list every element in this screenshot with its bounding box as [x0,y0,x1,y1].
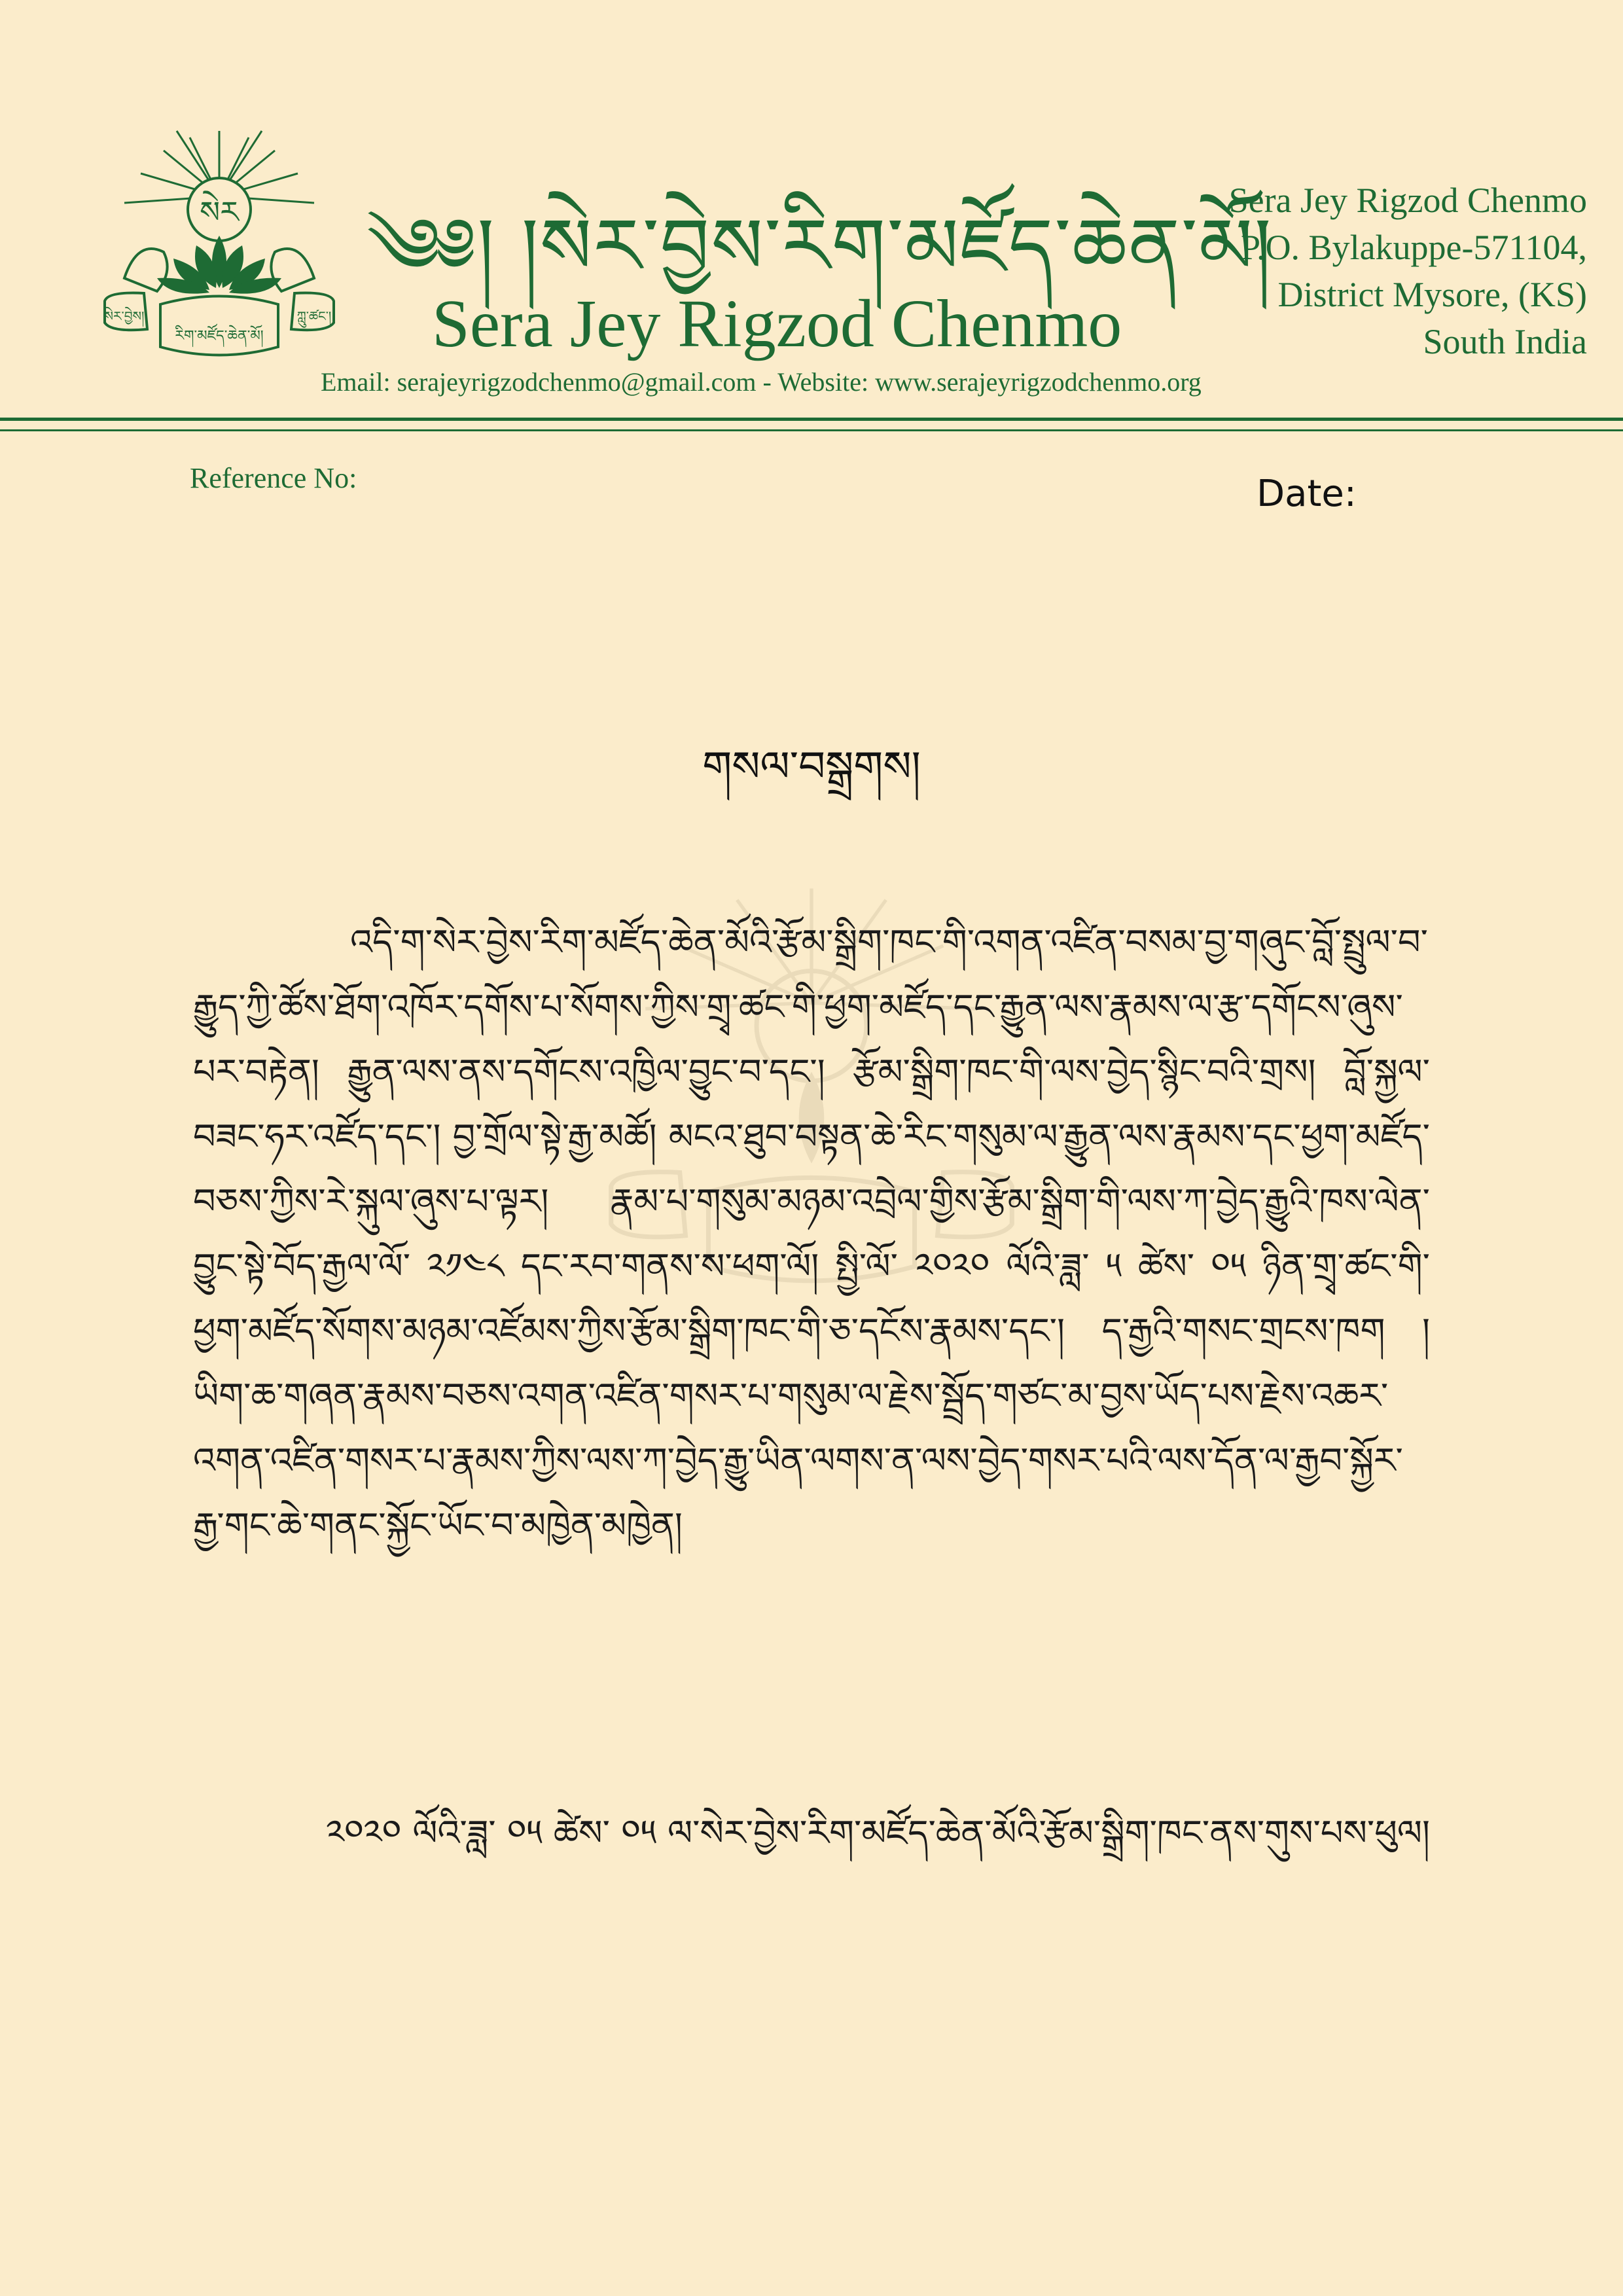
logo-monogram: སེར [200,194,239,230]
tibetan-title: ༄༅། །སེར་བྱེས་རིག་མཛོད་ཆེན་མོ། [366,201,1273,291]
header-divider-thick [0,418,1623,421]
header-divider-thin [0,429,1623,431]
notice-body: འདི་ག་སེར་བྱེས་རིག་མཛོད་ཆེན་མོའི་རྩོམ་སྒྲིག་ཁང་གི་འགན་འཛིན་བསམ་བྱ་གཞུང་བློ་སྤྲུལ་བ་རྒྱུད་ཀྱི་ཚོས་ཐོག་འཁོར་དགོས་པ་སོགས་ཀྱིས་གྲྭ་ཚང་གི་ཕྱག་མཛོད་དང་རྒྱུན་ལས་རྣམས་ལ་རྩ་དགོངས་ཞུས་པར་བརྟེན། རྒྱུན་ལས་ནས་དགོངས་འཁྱིལ་བྱུང་བ་དང་། རྩོམ་སྒྲིག་ཁང་གི་ལས་བྱེད་སྙིང་བའི་གྲས། བློ་སྐྱལ་བཟང་ཧར་འཛོད་དང་། བྱ་གྲོལ་སྟེ་རྒྱ་མཚོ། མངའ་ཐུབ་བསྟན་ཆེ་རིང་གསུམ་ལ་རྒྱུན་ལས་རྣམས་དང་ཕྱག་མཛོད་བཅས་ཀྱིས་རེ་སྐུལ་ཞུས་པ་ལྟར། རྣམ་པ་གསུམ་མཉམ་འབྲེལ་གྱིས་རྩོམ་སྒྲིག་གི་ལས་ཀ་བྱེད་རྒྱུའི་ཁས་ལེན་བྱུང་སྟེ་བོད་རྒྱལ་ལོ་ ༢༡༤༨ དང་རབ་གནས་ས་ཕག་ལོ། སྤྱི་ལོ་ ༢༠༢༠ ལོའི་ཟླ་ ༥ ཚེས་ ༠༥ ཉིན་གྲྭ་ཚང་གི་ཕྱག་མཛོད་སོགས་མཉམ་འཛོམས་ཀྱིས་རྩོམ་སྒྲིག་ཁང་གི་ཅ་དངོས་རྣམས་དང་། ད་རྒྱའི་གསང་གྲངས་ཁག །ཡིག་ཆ་གཞན་རྣམས་བཅས་འགན་འཛིན་གསར་པ་གསུམ་ལ་རྗེས་སྦྲོད་གཙང་མ་བྱས་ཡོད་པས་རྗེས་འཆར་འགན་འཛིན་གསར་པ་རྣམས་ཀྱིས་ལས་ཀ་བྱེད་རྒྱུ་ཡིན་ལགས་ན་ལས་བྱེད་གསར་པའི་ལས་དོན་ལ་རྒྱབ་སྐྱོར་རྒྱ་གང་ཆེ་གནང་སྐྱོང་ཡོང་བ་མཁྱེན་མཁྱེན། [193,922,1430,1546]
english-title: Sera Jey Rigzod Chenmo [432,286,1122,361]
address-line: District Mysore, (KS) [1277,275,1587,314]
notice-signoff: ༢༠༢༠ ལོའི་ཟླ་ ༠༥ ཚེས་ ༠༥ ལ་སེར་བྱེས་རིག་མཛོད་ཆེན་མོའི་རྩོམ་སྒྲིག་ཁང་ནས་གུས་པས་ཕུལ། [326,1812,1430,1854]
address-block [1229,177,1587,365]
logo-center-label: རིག་མཛོད་ཆེན་མོ། [175,328,264,344]
address-line: South India [1423,322,1587,361]
address-line: P.O. Bylakuppe-571104, [1241,228,1587,267]
date-label: Date: [1257,473,1357,515]
reference-label: Reference No: [190,462,357,494]
notice-heading: གསལ་བསྒྲགས། [702,743,921,791]
logo-right-label: ཀླུ་ཚང་། [296,308,332,324]
contact-line: Email: serajeyrigzodchenmo@gmail.com - Website: www.serajeyrigzodchenmo.org [321,367,1202,397]
sera-jey-logo-icon [98,124,340,386]
logo-left-label: སེར་བྱེས། [104,308,145,324]
address-line: Sera Jey Rigzod Chenmo [1228,181,1587,220]
